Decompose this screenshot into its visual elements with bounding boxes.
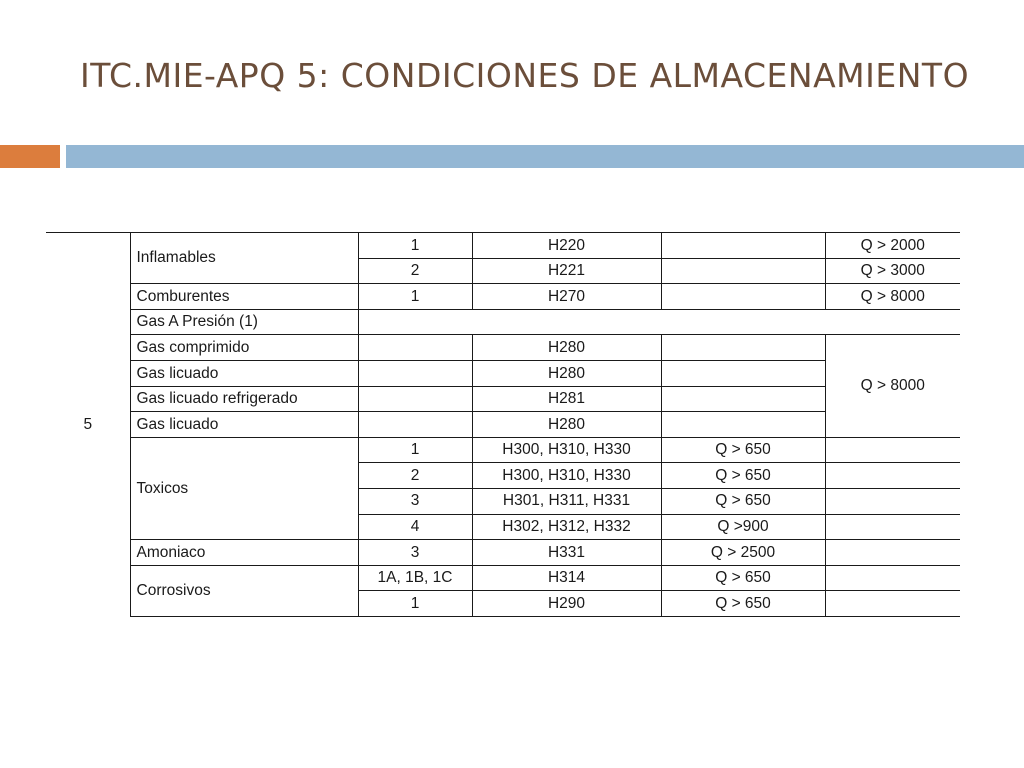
- quantity-cell: [661, 233, 825, 259]
- cat-cell: 4: [358, 514, 472, 540]
- quantity-cell: Q > 3000: [825, 258, 960, 284]
- cat-cell: 2: [358, 258, 472, 284]
- table-row: [46, 540, 960, 566]
- category-cell: Gas licuado: [130, 412, 358, 438]
- quantity-cell: [825, 437, 960, 463]
- quantity-cell: Q > 650: [661, 565, 825, 591]
- quantity-cell: [825, 488, 960, 514]
- hazard-cell: H220: [472, 233, 661, 259]
- cat-cell: 1: [358, 591, 472, 617]
- cat-cell: 1: [358, 437, 472, 463]
- hazard-cell: H302, H312, H332: [472, 514, 661, 540]
- category-cell: Toxicos: [130, 437, 358, 539]
- quantity-cell: [825, 514, 960, 540]
- category-cell: Comburentes: [130, 284, 358, 310]
- category-cell: Amoniaco: [130, 540, 358, 566]
- cat-cell: 1A, 1B, 1C: [358, 565, 472, 591]
- cat-cell: 2: [358, 463, 472, 489]
- quantity-cell: Q > 8000: [825, 284, 960, 310]
- quantity-merged-cell: Q > 8000: [825, 335, 960, 437]
- hazard-cell: H280: [472, 335, 661, 361]
- quantity-cell: [825, 591, 960, 617]
- hazard-cell: H280: [472, 360, 661, 386]
- group-number-cell: 5: [46, 233, 130, 617]
- cat-cell: 1: [358, 233, 472, 259]
- quantity-cell: [825, 565, 960, 591]
- hazard-cell: H290: [472, 591, 661, 617]
- table-row: [46, 565, 960, 591]
- hazard-cell: H300, H310, H330: [472, 437, 661, 463]
- hazard-cell: H301, H311, H331: [472, 488, 661, 514]
- quantity-cell: Q > 650: [661, 463, 825, 489]
- hazard-cell: H221: [472, 258, 661, 284]
- quantity-cell: [825, 540, 960, 566]
- cat-cell: [358, 335, 472, 361]
- quantity-cell: Q > 2000: [825, 233, 960, 259]
- table-row: [46, 284, 960, 310]
- empty-merged-cell: [358, 309, 960, 335]
- cat-cell: 3: [358, 540, 472, 566]
- category-cell: Gas licuado refrigerado: [130, 386, 358, 412]
- table-row: [46, 309, 960, 335]
- table-row: [46, 386, 960, 412]
- hazard-cell: H280: [472, 412, 661, 438]
- cat-cell: 1: [358, 284, 472, 310]
- hazard-cell: H314: [472, 565, 661, 591]
- category-cell: Gas licuado: [130, 360, 358, 386]
- cat-cell: [358, 386, 472, 412]
- quantity-cell: Q > 650: [661, 488, 825, 514]
- accent-bar-blue: [66, 145, 1024, 168]
- table-row: [46, 360, 960, 386]
- quantity-cell: [661, 335, 825, 361]
- quantity-cell: Q > 650: [661, 591, 825, 617]
- hazard-cell: H331: [472, 540, 661, 566]
- quantity-cell: [661, 412, 825, 438]
- quantity-cell: Q >900: [661, 514, 825, 540]
- quantity-cell: [825, 463, 960, 489]
- category-cell: Corrosivos: [130, 565, 358, 616]
- accent-bar-orange: [0, 145, 60, 168]
- quantity-cell: [661, 258, 825, 284]
- storage-conditions-table: [46, 232, 960, 617]
- table-row: [46, 233, 960, 259]
- cat-cell: 3: [358, 488, 472, 514]
- hazard-cell: H270: [472, 284, 661, 310]
- cat-cell: [358, 412, 472, 438]
- category-cell: Inflamables: [130, 233, 358, 284]
- cat-cell: [358, 360, 472, 386]
- table-row: [46, 412, 960, 438]
- category-cell: Gas A Presión (1): [130, 309, 358, 335]
- hazard-cell: H281: [472, 386, 661, 412]
- table-row: [46, 437, 960, 463]
- quantity-cell: [661, 386, 825, 412]
- quantity-cell: [661, 284, 825, 310]
- slide-title: ITC.MIE-APQ 5: CONDICIONES DE ALMACENAMIENTO: [80, 56, 970, 95]
- hazard-cell: H300, H310, H330: [472, 463, 661, 489]
- quantity-cell: Q > 2500: [661, 540, 825, 566]
- table-row: [46, 335, 960, 361]
- category-cell: Gas comprimido: [130, 335, 358, 361]
- quantity-cell: [661, 360, 825, 386]
- quantity-cell: Q > 650: [661, 437, 825, 463]
